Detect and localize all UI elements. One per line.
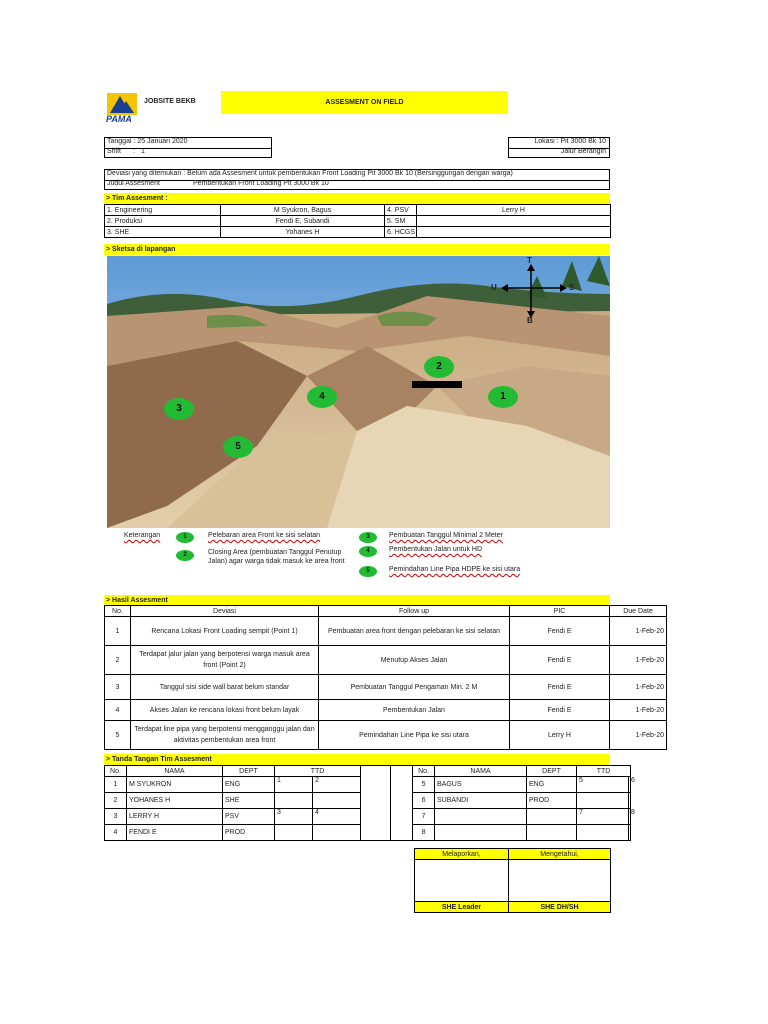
ttd-header-no: No.: [105, 766, 127, 777]
tim-names: Lerry H: [417, 205, 611, 216]
ttd-dept: PSV: [223, 809, 275, 825]
ttd-nama: [435, 825, 527, 841]
tim-dept: 6. HCGS: [385, 227, 417, 238]
col-header-duedate: Due Date: [610, 606, 667, 617]
legend-marker-1: 1: [176, 532, 194, 543]
legend-marker-3: 3: [359, 532, 377, 543]
ttd-nama: M SYUKRON: [127, 777, 223, 793]
ttd-header-nama: NAMA: [435, 766, 527, 777]
marker-3: 3: [164, 398, 194, 420]
row-pic: Fendi E: [510, 675, 610, 700]
table-row: [105, 227, 611, 238]
signature-box[interactable]: 7: [577, 809, 629, 825]
ttd-no: 4: [105, 825, 127, 841]
signature-box[interactable]: [313, 825, 361, 841]
row-no: 4: [105, 700, 131, 721]
signature-box[interactable]: [629, 825, 631, 841]
ttd-dept: PROD: [527, 793, 577, 809]
row-followup: Pembuatan Tanggul Pengaman Min. 2 M: [319, 675, 510, 700]
ttd-no: 6: [413, 793, 435, 809]
row-followup: Pemindahan Line Pipa ke sisi utara: [319, 721, 510, 750]
table-row: [105, 617, 667, 646]
tim-names: [417, 216, 611, 227]
form-title: ASSESMENT ON FIELD: [221, 91, 508, 114]
ttd-no: 2: [105, 793, 127, 809]
info-left-box: [104, 137, 272, 158]
ttd-header-dept: DEPT: [223, 766, 275, 777]
she-dh-label: SHE DH/SH: [509, 902, 611, 913]
row-duedate: 1-Feb-20: [610, 617, 667, 646]
signature-box[interactable]: [577, 825, 629, 841]
jobsite-label: JOBSITE BEKB: [144, 98, 196, 105]
col-header-no: No.: [105, 606, 131, 617]
row-duedate: 1-Feb-20: [610, 675, 667, 700]
tanggal-text: Tanggal : 25 Januari 2020: [107, 138, 188, 145]
row-followup: Menutup Akses Jalan: [319, 646, 510, 675]
tim-dept: 5. SM: [385, 216, 417, 227]
deviasi-text: Deviasi yang ditemukan : Belum ada Assesment untuk pembentukan Front Loading Pit 3000 Bk 10 (Bersinggungan dengan warga): [107, 170, 513, 177]
ttd-dept: ENG: [223, 777, 275, 793]
logo-text: PAMA: [106, 114, 132, 124]
row-duedate: 1-Feb-20: [610, 700, 667, 721]
table-row: [105, 721, 667, 750]
table-row: [105, 216, 611, 227]
ttd-header-no: No.: [413, 766, 435, 777]
legend-title: Keterangan: [124, 532, 161, 539]
row-duedate: 1-Feb-20: [610, 721, 667, 750]
compass-west: U: [491, 283, 497, 292]
hasil-section-title: > Hasil Assesment: [104, 595, 610, 606]
legend-text-1: Pelebaran area Front ke sisi selatan: [208, 532, 321, 539]
marker-4: 4: [307, 386, 337, 408]
row-duedate: 1-Feb-20: [610, 646, 667, 675]
melaporkan-label: Melaporkan,: [415, 849, 509, 860]
ttd-section-title: > Tanda Tangan Tim Assesment: [104, 754, 610, 765]
signature-box[interactable]: [629, 793, 631, 809]
row-pic: Lerry H: [510, 721, 610, 750]
signature-box[interactable]: 1: [275, 777, 313, 793]
col-header-pic: PIC: [510, 606, 610, 617]
ttd-header-ttd: TTD: [275, 766, 361, 777]
compass-arrows-icon: [499, 264, 569, 318]
signature-box-she-dh[interactable]: [509, 860, 611, 902]
signature-box[interactable]: 5: [577, 777, 629, 793]
legend-text-3: Pembuatan Tanggul Minimal 2 Meter: [389, 532, 503, 539]
signature-box-she-leader[interactable]: [415, 860, 509, 902]
col-header-followup: Follow up: [319, 606, 510, 617]
row-deviasi: Terdapat line pipa yang berpotensi mengganggu jalan dan aktivitas pembentukan area front: [131, 721, 319, 750]
table-row: [415, 902, 611, 913]
table-row: [415, 860, 611, 902]
tim-names: Fendi E, Subandi: [221, 216, 385, 227]
row-pic: Fendi E: [510, 617, 610, 646]
ttd-no: 7: [413, 809, 435, 825]
row-deviasi: Akses Jalan ke rencana lokasi front belum layak: [131, 700, 319, 721]
shift-sep: :: [133, 148, 135, 155]
row-deviasi: Terdapat jalur jalan yang berpotensi warga masuk area front (Point 2): [131, 646, 319, 675]
ttd-nama: BAGUS: [435, 777, 527, 793]
approval-table: [414, 848, 611, 913]
tim-names: M Syukron, Bagus: [221, 205, 385, 216]
ttd-header-ttd: TTD: [577, 766, 631, 777]
table-row: [415, 849, 611, 860]
table-row: [105, 809, 631, 825]
signature-box[interactable]: [275, 793, 313, 809]
signature-box[interactable]: 2: [313, 777, 361, 793]
ttd-no: 1: [105, 777, 127, 793]
judul-label: Judul Assesment: [107, 180, 160, 187]
table-row: [105, 205, 611, 216]
tim-dept: 1. Engineering: [105, 205, 221, 216]
row-pic: Fendi E: [510, 646, 610, 675]
row-deviasi: Tanggul sisi side wall barat belum standar: [131, 675, 319, 700]
row-pic: Fendi E: [510, 700, 610, 721]
table-row: [105, 825, 631, 841]
col-header-deviasi: Deviasi: [131, 606, 319, 617]
marker-5: 5: [223, 436, 253, 458]
ttd-dept: [527, 825, 577, 841]
ttd-nama: YOHANES H: [127, 793, 223, 809]
lokasi-text: Lokasi : Pit 3000 Bk 10: [534, 138, 606, 145]
table-row: [105, 700, 667, 721]
ttd-no: 8: [413, 825, 435, 841]
table-row: [105, 777, 631, 793]
hasil-table: [104, 605, 667, 750]
signature-box[interactable]: 6: [629, 777, 631, 793]
signature-box[interactable]: 3: [275, 809, 313, 825]
pama-logo: [106, 92, 138, 124]
signature-box[interactable]: [275, 825, 313, 841]
table-row: [105, 793, 631, 809]
marker-1: 1: [488, 386, 518, 408]
site-photo: [107, 256, 610, 528]
legend-panel: [107, 528, 610, 588]
ttd-no: 3: [105, 809, 127, 825]
judul-value: Pembentukan Front Loading Pit 3000 Bk 10: [193, 180, 329, 187]
legend-marker-2: 2: [176, 550, 194, 561]
ttd-dept: SHE: [223, 793, 275, 809]
sketsa-section-title: > Sketsa di lapangan: [104, 244, 610, 255]
she-leader-label: SHE Leader: [415, 902, 509, 913]
signature-box[interactable]: 8: [629, 809, 631, 825]
table-row: [105, 675, 667, 700]
ttd-dept: PROD: [223, 825, 275, 841]
signature-box[interactable]: [313, 793, 361, 809]
row-no: 5: [105, 721, 131, 750]
ttd-nama: SUBANDI: [435, 793, 527, 809]
ttd-no: 5: [413, 777, 435, 793]
ttd-table: [104, 765, 635, 841]
compass-east: S: [569, 283, 575, 292]
row-no: 3: [105, 675, 131, 700]
row-deviasi: Rencana Lokasi Front Loading sempit (Point 1): [131, 617, 319, 646]
shift-value: 1: [141, 148, 145, 155]
ttd-nama: LERRY H: [127, 809, 223, 825]
ttd-nama: [435, 809, 527, 825]
table-row: [105, 646, 667, 675]
ttd-header-dept: DEPT: [527, 766, 577, 777]
table-header-row: [105, 766, 631, 777]
table-header-row: [105, 606, 667, 617]
tim-dept: 2. Produksi: [105, 216, 221, 227]
ttd-dept: ENG: [527, 777, 577, 793]
tim-section-title: > Tim Assesment :: [104, 193, 610, 204]
legend-text-2: Closing Area (pembuatan Tanggul Penutup Jalan) agar warga tidak masuk ke area front: [208, 549, 345, 565]
row-no: 2: [105, 646, 131, 675]
legend-text-5: Pemindahan Line Pipa HDPE ke sisi utara: [389, 566, 521, 573]
tim-names: [417, 227, 611, 238]
row-followup: Pembuatan area front dengan pelebaran ke sisi selatan: [319, 617, 510, 646]
legend-text-4: Pembentukan Jalan untuk HD: [389, 546, 482, 553]
ttd-nama: FENDI E: [127, 825, 223, 841]
tim-dept: 4. PSV: [385, 205, 417, 216]
legend-marker-5: 5: [359, 566, 377, 577]
info-right-box: [508, 137, 610, 158]
jalur-text: Jalur Berangin: [560, 148, 606, 155]
mengetahui-label: Mengetahui,: [509, 849, 611, 860]
row-no: 1: [105, 617, 131, 646]
compass-north: T: [527, 256, 532, 265]
marker-2: 2: [424, 356, 454, 378]
tim-dept: 3. SHE: [105, 227, 221, 238]
shift-label: Shift: [107, 148, 122, 155]
row-followup: Pembentukan Jalan: [319, 700, 510, 721]
signature-box[interactable]: 4: [313, 809, 361, 825]
legend-marker-4: 4: [359, 546, 377, 557]
compass-south: B: [527, 316, 533, 325]
ttd-header-nama: NAMA: [127, 766, 223, 777]
tim-table: [104, 204, 611, 238]
signature-box[interactable]: [577, 793, 629, 809]
deviasi-box: [104, 169, 610, 190]
ttd-dept: [527, 809, 577, 825]
tim-names: Yohanes H: [221, 227, 385, 238]
